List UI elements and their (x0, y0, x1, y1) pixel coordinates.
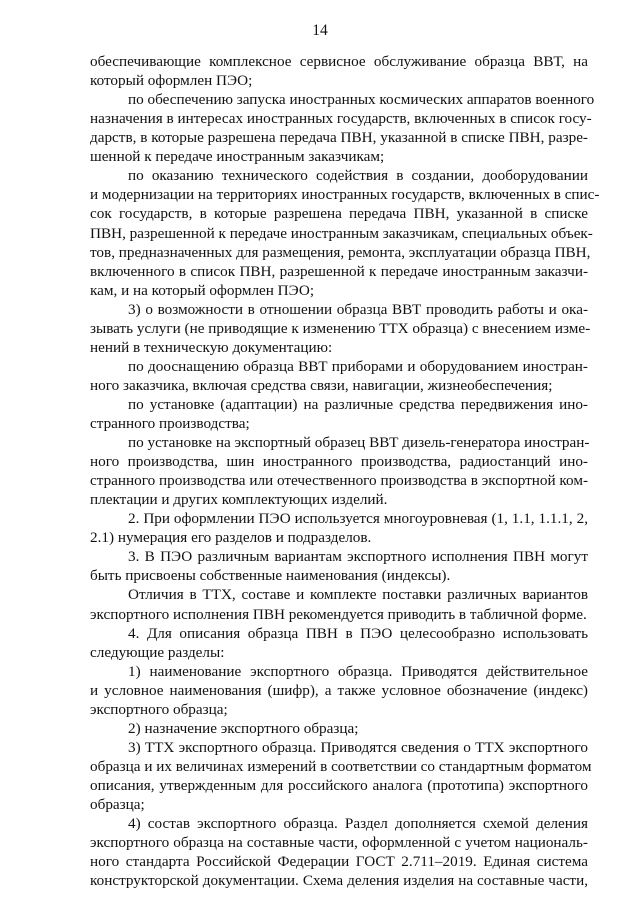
text-line: и модернизации на территориях иностранных государств, включенных в спис- (90, 186, 600, 204)
text-line: ного производства, шин иностранного производства, радиостанций ино- (90, 453, 588, 471)
text-line: экспортного образца; (90, 700, 228, 718)
text-line: обеспечивающие комплексное сервисное обслуживание образца ВВТ, на (90, 53, 588, 70)
text-line: 3) ТТХ экспортного образца. Приводятся сведения о ТТХ экспортного (128, 738, 588, 756)
text-line: 3) о возможности в отношении образца ВВТ проводить работы и ока- (128, 300, 588, 318)
text-line: 2. При оформлении ПЭО используется многоуровневая (1, 1.1, 1.1.1, 2, (128, 510, 588, 528)
text-line: нений в техническую документацию: (90, 338, 333, 356)
text-line: экспортного образца на составные части, оформленной с учетом националь- (90, 834, 588, 852)
text-line: назначения в интересах иностранных государств, включенных в список госу- (90, 110, 592, 128)
text-line: образца; (90, 796, 145, 813)
text-line: сок государств, в которые разрешена передача ПВН, указанной в списке (90, 205, 588, 223)
text-line: 2) назначение экспортного образца; (128, 719, 359, 737)
text-line: кам, и на который оформлен ПЭО; (90, 281, 315, 299)
page-number: 14 (312, 22, 328, 39)
text-line: образца и их величинах измерений в соответствии со стандартным форматом (90, 757, 592, 775)
text-line: следующие разделы: (90, 643, 225, 661)
text-line: ного стандарта Российской Федерации ГОСТ 2.711–2019. Единая система (90, 853, 588, 871)
text-line: Отличия в ТТХ, составе и комплекте поставки различных вариантов (128, 586, 588, 604)
text-line: 4. Для описания образца ПВН в ПЭО целесообразно использовать (128, 624, 588, 642)
text-line: по установке на экспортный образец ВВТ дизель-генератора иностран- (128, 434, 590, 451)
text-line: экспортного исполнения ПВН рекомендуется приводить в табличной форме. (90, 605, 587, 623)
text-line: и условное наименования (шифр), а также условное обозначение (индекс) (90, 681, 588, 699)
text-line: 1) наименование экспортного образца. Приводятся действительное (128, 662, 588, 680)
text-line: 2.1) нумерация его разделов и подразделов. (90, 529, 372, 547)
text-line: тов, предназначенных для размещения, ремонта, эксплуатации образца ПВН, (90, 243, 591, 261)
text-line: по обеспечению запуска иностранных космических аппаратов военного (128, 91, 595, 109)
text-line: описания, утвержденным для российского аналога (прототипа) экспортного (90, 776, 588, 794)
text-line: включенного в список ПВН, разрешенной к передаче иностранным заказчи- (90, 262, 588, 280)
text-line: ПВН, разрешенной к передаче иностранным заказчикам, специальных объек- (90, 224, 593, 242)
text-line: дарств, в которые разрешена передача ПВН, указанной в списке ПВН, разре- (90, 129, 588, 147)
text-line: странного производства или отечественного производства в экспортной ком- (90, 472, 588, 490)
text-line: ного заказчика, включая средства связи, навигации, жизнеобеспечения; (90, 376, 553, 394)
text-line: плектации и других комплектующих изделий. (90, 491, 388, 509)
text-line: странного производства; (90, 414, 250, 432)
text-line: по установке (адаптации) на различные средства передвижения ино- (128, 395, 588, 413)
text-line: по дооснащению образца ВВТ приборами и оборудованием иностран- (128, 357, 588, 375)
text-line: быть присвоены собственные наименования (индексы). (90, 567, 451, 585)
text-line: шенной к передаче иностранным заказчикам; (90, 148, 385, 166)
text-line: 4) состав экспортного образца. Раздел дополняется схемой деления (128, 815, 588, 832)
text-line: зывать услуги (не приводящие к изменению ТТХ образца) с внесением изме- (90, 319, 591, 337)
text-line: который оформлен ПЭО; (90, 72, 253, 89)
text-line: по оказанию технического содействия в создании, дооборудовании (128, 167, 588, 185)
text-line: конструкторской документации. Схема деления изделия на составные части, (90, 872, 588, 890)
text-line: 3. В ПЭО различным вариантам экспортного исполнения ПВН могут (128, 548, 588, 566)
